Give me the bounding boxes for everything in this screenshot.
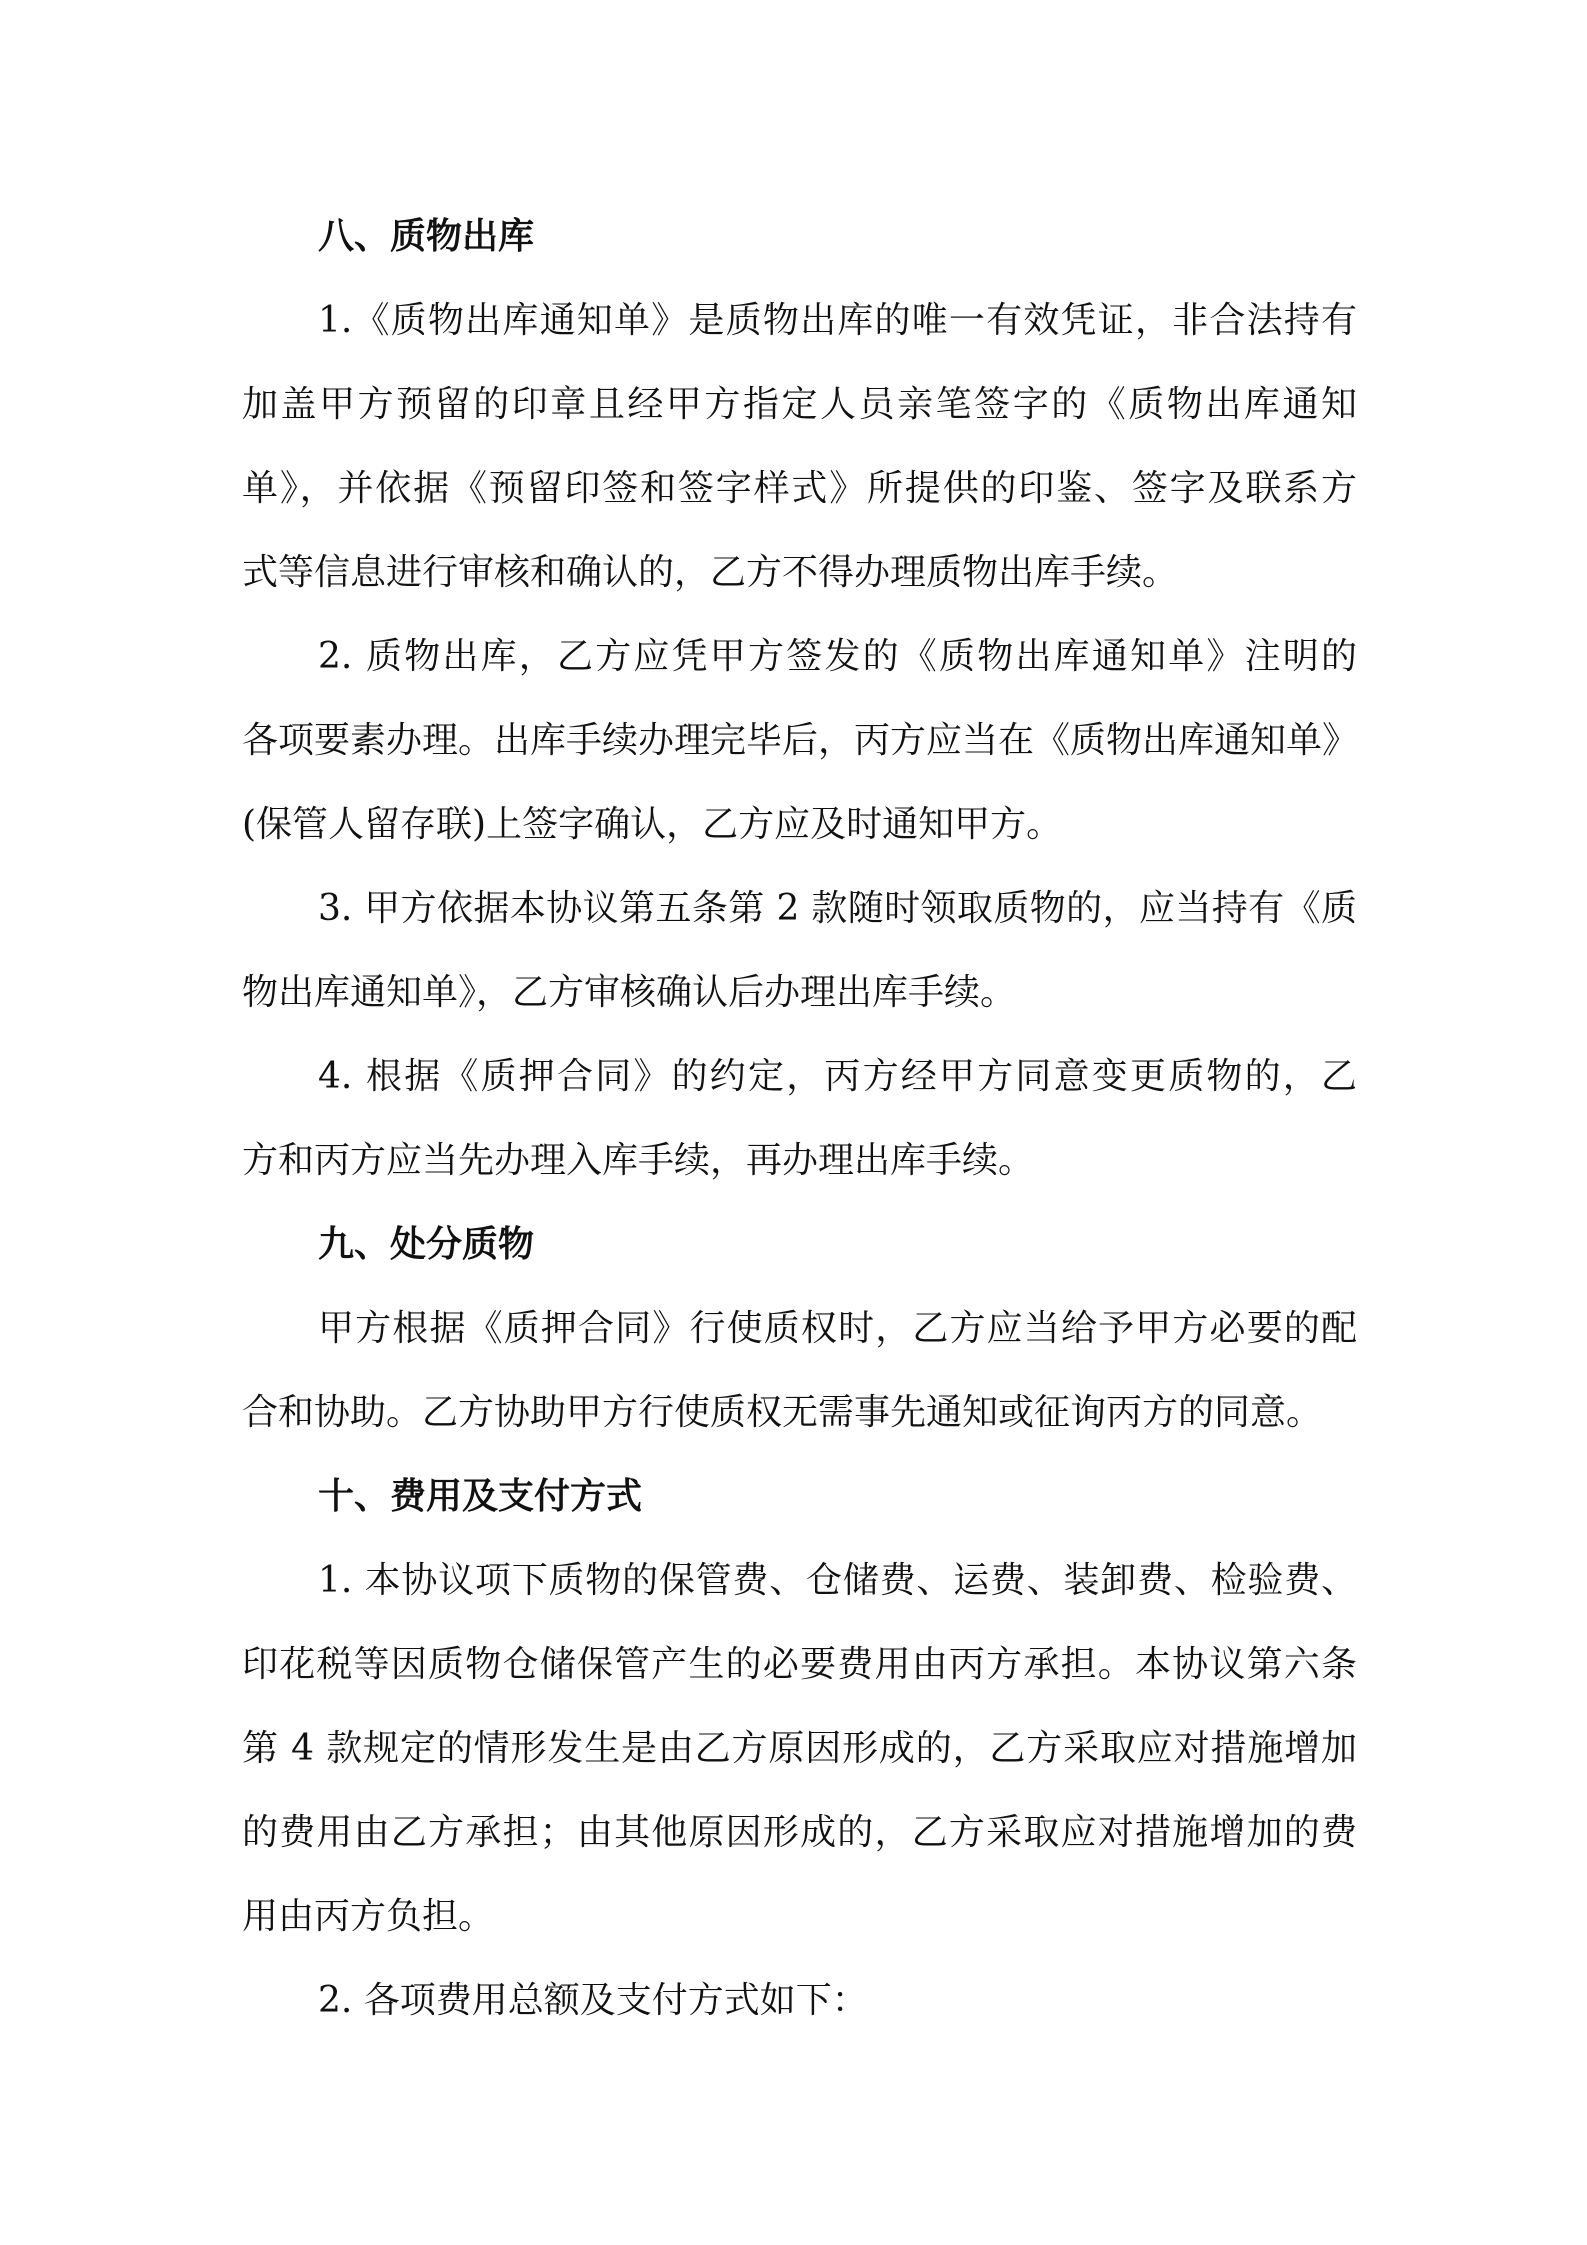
- section-10-paragraph-2: [242, 1959, 1357, 2043]
- text-line: 物出库通知单》，乙方审核确认后办理出库手续。: [242, 972, 1017, 1013]
- section-8-paragraph-2: [242, 615, 1357, 867]
- section-9-paragraph-1: [242, 1287, 1357, 1455]
- text-line: 4. 根据《质押合同》的约定，丙方经甲方同意变更质物的，乙: [318, 1056, 1357, 1097]
- text-line: 2. 质物出库，乙方应凭甲方签发的《质物出库通知单》注明的: [318, 636, 1357, 677]
- text-line: 单》，并依据《预留印签和签字样式》所提供的印鉴、签字及联系方: [242, 468, 1357, 509]
- text-line: 甲方根据《质押合同》行使质权时，乙方应当给予甲方必要的配: [318, 1308, 1357, 1349]
- section-10-paragraph-1: [242, 1539, 1357, 1959]
- section-heading-10: 十、费用及支付方式: [318, 1476, 643, 1517]
- text-line: 1. 本协议项下质物的保管费、仓储费、运费、装卸费、检验费、: [318, 1560, 1357, 1601]
- section-heading-8: 八、质物出库: [318, 216, 535, 257]
- section-8-paragraph-1: [242, 279, 1357, 615]
- text-line: 方和丙方应当先办理入库手续，再办理出库手续。: [242, 1140, 1035, 1181]
- text-line: 1.《质物出库通知单》是质物出库的唯一有效凭证，非合法持有: [318, 300, 1357, 341]
- text-line: 印花税等因质物仓储保管产生的必要费用由丙方承担。本协议第六条: [242, 1644, 1357, 1685]
- text-line: (保管人留存联)上签字确认，乙方应及时通知甲方。: [242, 804, 1063, 845]
- text-line: 3. 甲方依据本协议第五条第 2 款随时领取质物的，应当持有《质: [318, 888, 1357, 929]
- section-heading-9: 九、处分质物: [318, 1224, 535, 1265]
- document-page: [242, 195, 1357, 2043]
- text-line: 加盖甲方预留的印章且经甲方指定人员亲笔签字的《质物出库通知: [242, 384, 1357, 425]
- text-line: 2. 各项费用总额及支付方式如下：: [318, 1980, 868, 2021]
- text-line: 合和协助。乙方协助甲方行使质权无需事先通知或征询丙方的同意。: [242, 1392, 1323, 1433]
- text-line: 第 4 款规定的情形发生是由乙方原因形成的，乙方采取应对措施增加: [242, 1728, 1357, 1769]
- text-line: 用由丙方负担。: [242, 1896, 495, 1937]
- section-8-paragraph-4: [242, 1035, 1357, 1203]
- text-line: 各项要素办理。出库手续办理完毕后，丙方应当在《质物出库通知单》: [242, 720, 1359, 761]
- text-line: 的费用由乙方承担；由其他原因形成的，乙方采取应对措施增加的费: [242, 1812, 1357, 1853]
- section-8-paragraph-3: [242, 867, 1357, 1035]
- text-line: 式等信息进行审核和确认的，乙方不得办理质物出库手续。: [242, 552, 1179, 593]
